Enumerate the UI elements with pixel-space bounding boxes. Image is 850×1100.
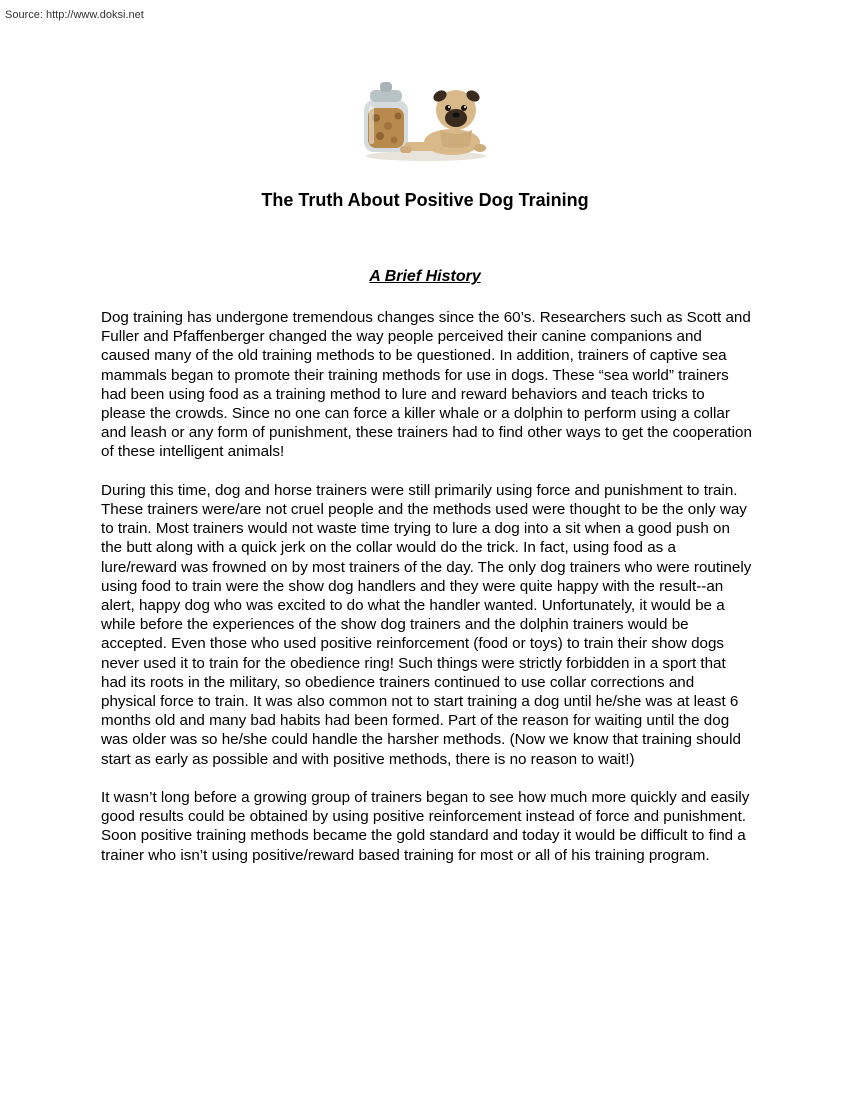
paragraph-2: During this time, dog and horse trainers were still primarily using force and punishment to train. These trainers were/are not cruel people and the methods used were thought to be the only way to train. Most trainers would not waste time trying to lure a dog into a sit when a good push on the butt along with a quick jerk on the collar would do the trick. In fact, using food as a lure/reward was frowned on by most trainers of the day. The only dog trainers who were routinely using food to train were the show dog handlers and they were quite happy with the result--an alert, happy dog who was excited to do what the handler wanted. Unfortunately, it would be a while before the experiences of the show dog trainers and the dolphin trainers would be accepted. Even those who used positive reinforcement (food or toys) to train their show dogs never used it to train for the obedience ring! Such things were strictly forbidden in a sport that had its roots in the military, so obedience trainers continued to use collar corrections and physical force to train. It was also common not to start training a dog until he/she was at least 6 months old and many bad habits had been formed. Part of the reason for waiting until the dog was older was so he/she could handle the harsher methods. (Now we know that training should start as early as possible and with positive methods, there is no reason to wait!) [101,481,752,768]
body-text [101,308,753,884]
source-line: Source: http://www.doksi.net [5,9,144,21]
paragraph-3: It wasn’t long before a growing group of trainers began to see how much more quickly and easily good results could be obtained by using positive reinforcement instead of force and punishment. Soon positive training methods became the gold standard and today it would be difficult to find a trainer who isn’t using positive/reward based training for most or all of his training program. [101,789,750,864]
treat-jar [364,82,408,152]
document-title: The Truth About Positive Dog Training [261,190,589,210]
pug-dog [400,88,486,155]
section-heading: A Brief History [369,268,481,285]
pug-with-treat-jar-icon [360,76,492,164]
paragraph-1: Dog training has undergone tremendous changes since the 60’s. Researchers such as Scott and Fuller and Pfaffenberger changed the way people perceived their canine companions and caused many of the old training methods to be questioned. In addition, trainers of captive sea mammals began to promote their training methods for use in dogs. These “sea world” trainers had been using food as a training method to lure and reward behaviors and teach tricks to please the crowds. Since no one can force a killer whale or a dolphin to perform using a collar and leash or any form of punishment, these trainers had to find other ways to get the cooperation of these intelligent animals! [101,309,752,461]
